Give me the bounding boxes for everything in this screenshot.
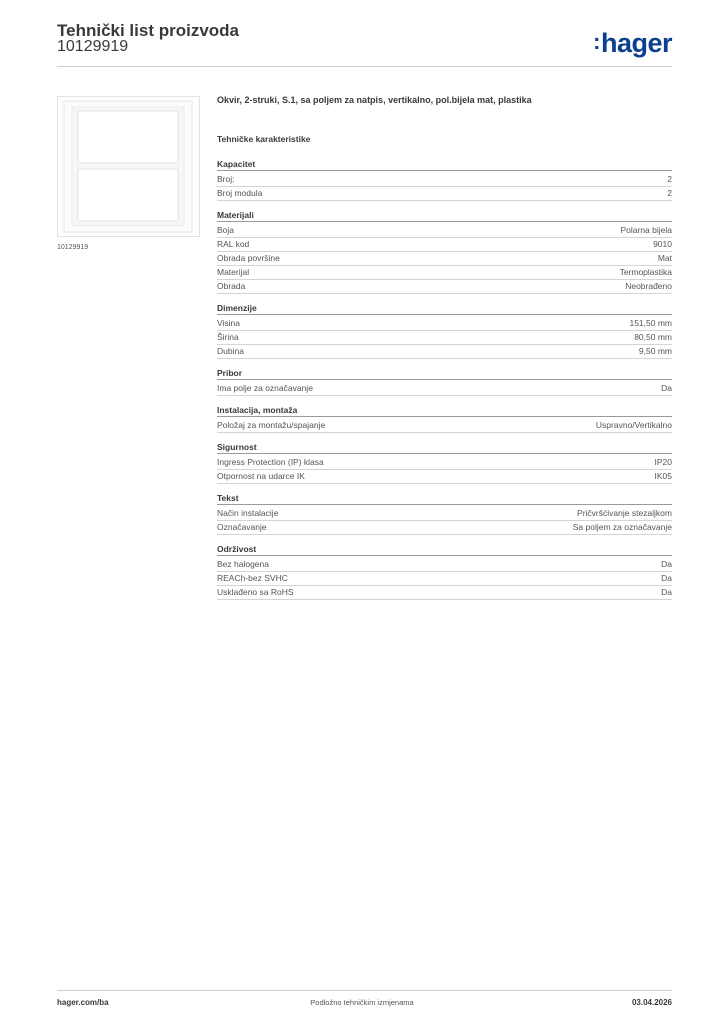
spec-row	[217, 345, 672, 359]
spec-label: REACh-bez SVHC	[217, 573, 288, 583]
spec-value: Uspravno/Vertikalno	[595, 420, 672, 430]
section-title: Instalacija, montaža	[217, 404, 672, 417]
spec-label: Boja	[217, 225, 235, 235]
spec-row	[217, 572, 672, 586]
spec-label: Usklađeno sa RoHS	[217, 587, 294, 597]
spec-row	[217, 470, 672, 484]
spec-value: Mat	[657, 253, 672, 263]
spec-label: Bez halogena	[217, 559, 269, 569]
section-title: Sigurnost	[217, 441, 672, 454]
footer-website: hager.com/ba	[57, 998, 109, 1007]
spec-row	[217, 252, 672, 266]
spec-section	[217, 543, 672, 600]
spec-section	[217, 367, 672, 396]
spec-value: Da	[661, 559, 672, 569]
spec-sections	[217, 158, 672, 600]
product-image	[57, 96, 200, 237]
spec-value: IP20	[654, 457, 672, 467]
spec-value: 9010	[653, 239, 672, 249]
spec-label: Ima polje za označavanje	[217, 383, 313, 393]
product-code: 10129919	[57, 38, 129, 55]
spec-section	[217, 441, 672, 484]
spec-section	[217, 158, 672, 201]
spec-label: Način instalacije	[217, 508, 279, 518]
spec-label: Materijal	[217, 267, 250, 277]
spec-value: IK05	[654, 471, 672, 481]
spec-label: Širina	[217, 332, 239, 342]
spec-label: Obrada	[217, 281, 246, 291]
image-caption: 10129919	[57, 244, 89, 251]
footer-note: Podložno tehničkim izmjenama	[310, 998, 414, 1007]
spec-label: Označavanje	[217, 522, 267, 532]
spec-value: Termoplastika	[619, 267, 672, 277]
spec-label: Dubina	[217, 346, 244, 356]
spec-row	[217, 317, 672, 331]
hager-logo: :hager	[593, 28, 672, 58]
spec-label: Broj:	[217, 174, 235, 184]
spec-row	[217, 382, 672, 396]
spec-value: Neobrađeno	[625, 281, 672, 291]
tech-heading: Tehničke karakteristike	[217, 134, 311, 144]
spec-row	[217, 419, 672, 433]
spec-label: Ingress Protection (IP) klasa	[217, 457, 324, 467]
spec-value: 151,50 mm	[629, 318, 672, 328]
spec-section	[217, 302, 672, 359]
section-title: Materijali	[217, 209, 672, 222]
footer-date: 03.04.2026	[631, 998, 672, 1007]
spec-value: 9,50 mm	[638, 346, 672, 356]
spec-row	[217, 558, 672, 572]
logo-text: hager	[600, 28, 672, 58]
footer-divider	[57, 990, 672, 991]
spec-row	[217, 173, 672, 187]
spec-row	[217, 238, 672, 252]
spec-row	[217, 521, 672, 535]
spec-value: Pričvršćivanje stezaljkom	[577, 508, 672, 518]
spec-value: 2	[667, 174, 672, 184]
spec-label: Broj modula	[217, 188, 263, 198]
section-title: Dimenzije	[217, 302, 672, 315]
specifications	[217, 95, 672, 608]
spec-value: 2	[667, 188, 672, 198]
section-title: Tekst	[217, 492, 672, 505]
spec-value: Da	[661, 587, 672, 597]
spec-row	[217, 507, 672, 521]
section-title: Održivost	[217, 543, 672, 556]
spec-label: Obrada površine	[217, 253, 280, 263]
spec-section	[217, 209, 672, 294]
frame-illustration	[58, 97, 199, 236]
spec-row	[217, 456, 672, 470]
product-description: Okvir, 2-struki, S.1, sa poljem za natpis, vertikalno, pol.bijela mat, plastika	[217, 95, 532, 105]
spec-section	[217, 492, 672, 535]
spec-label: Otpornost na udarce IK	[217, 471, 305, 481]
spec-row	[217, 187, 672, 201]
section-title: Pribor	[217, 367, 672, 380]
spec-value: 80,50 mm	[634, 332, 672, 342]
spec-value: Polarna bijela	[620, 225, 672, 235]
spec-row	[217, 280, 672, 294]
spec-value: Sa poljem za označavanje	[572, 522, 672, 532]
spec-value: Da	[661, 383, 672, 393]
spec-row	[217, 331, 672, 345]
section-title: Kapacitet	[217, 158, 672, 171]
spec-section	[217, 404, 672, 433]
spec-value: Da	[661, 573, 672, 583]
spec-label: RAL kod	[217, 239, 250, 249]
header-divider	[57, 66, 672, 67]
spec-row	[217, 586, 672, 600]
spec-label: Visina	[217, 318, 240, 328]
spec-row	[217, 224, 672, 238]
spec-row	[217, 266, 672, 280]
page-title: Tehnički list proizvoda	[57, 21, 239, 40]
spec-label: Položaj za montažu/spajanje	[217, 420, 326, 430]
